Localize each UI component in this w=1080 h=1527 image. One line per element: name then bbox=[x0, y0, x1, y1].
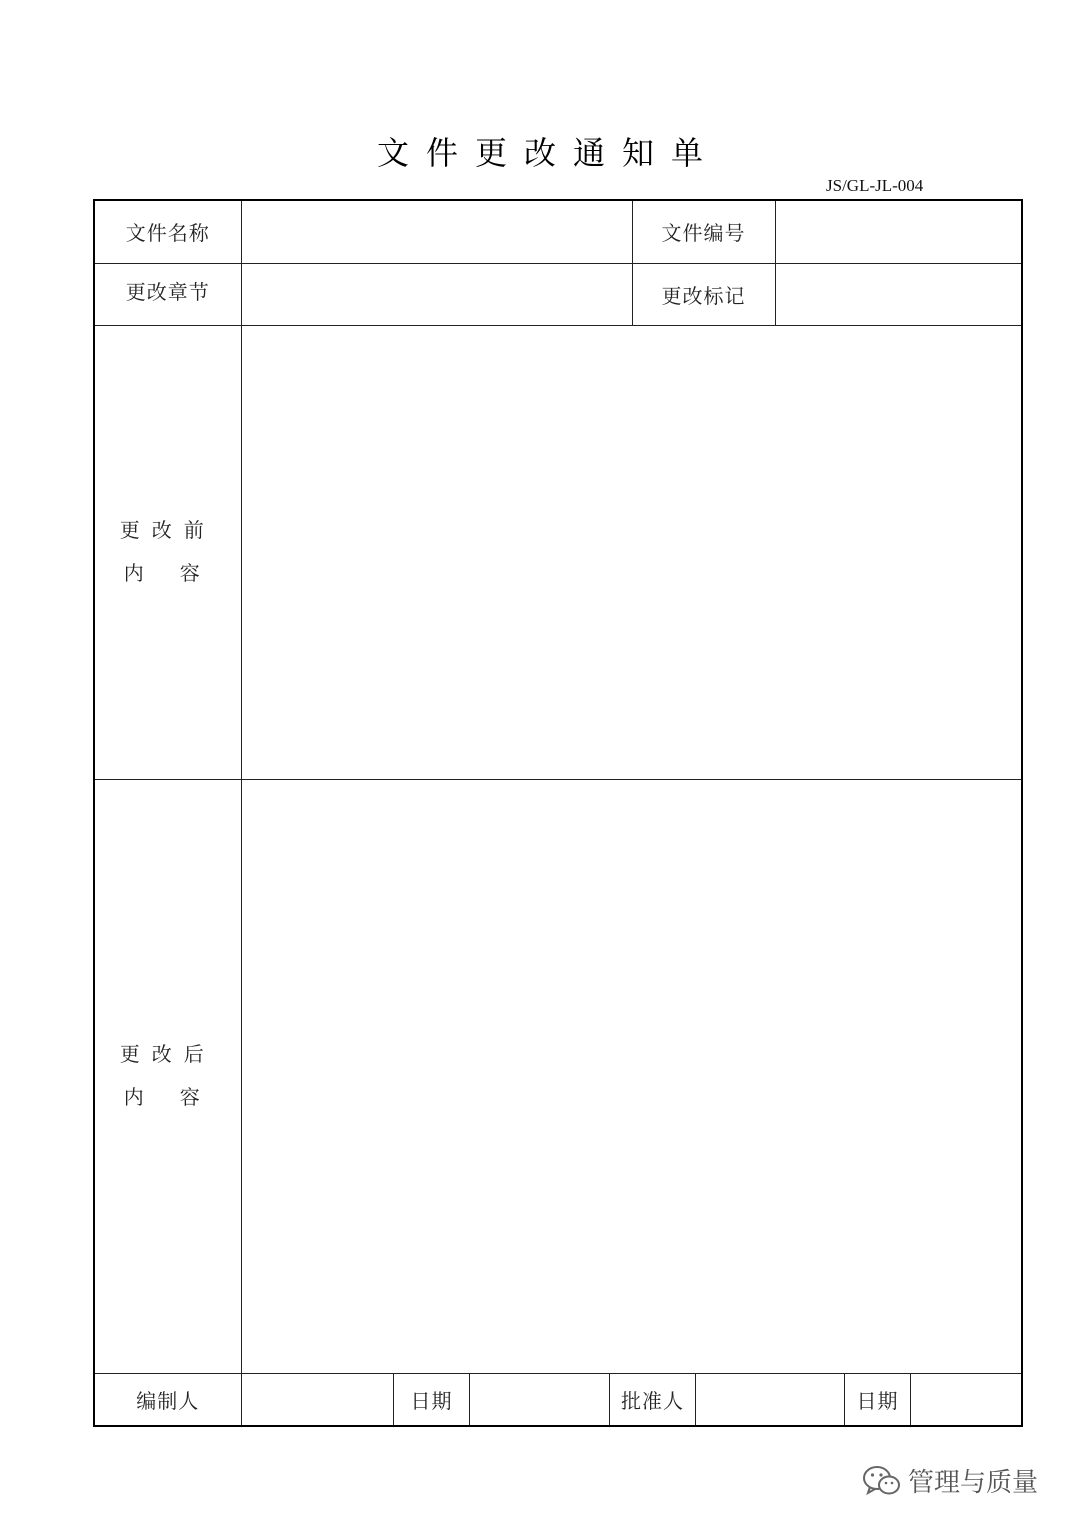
preparer-label: 编制人 bbox=[94, 1373, 241, 1426]
approver-field[interactable] bbox=[696, 1374, 845, 1426]
signature-cells bbox=[241, 1373, 1022, 1426]
date1-field[interactable] bbox=[470, 1374, 610, 1426]
preparer-field[interactable] bbox=[242, 1374, 394, 1426]
wechat-icon bbox=[862, 1464, 902, 1498]
row-section-info bbox=[94, 263, 1022, 325]
row-signatures bbox=[94, 1373, 1022, 1426]
file-name-field[interactable] bbox=[241, 200, 632, 263]
date2-field[interactable] bbox=[911, 1374, 1023, 1426]
before-content-label bbox=[94, 325, 241, 779]
section-field[interactable] bbox=[241, 263, 632, 325]
before-label-line1: 更改前 bbox=[119, 518, 216, 542]
form-title: 文件更改通知单 bbox=[376, 134, 720, 172]
date2-label: 日期 bbox=[845, 1374, 911, 1426]
watermark-text: 管理与质量 bbox=[908, 1468, 1039, 1498]
before-content-field[interactable] bbox=[241, 325, 1022, 779]
file-number-field[interactable] bbox=[775, 200, 1022, 263]
row-before-content bbox=[94, 325, 1022, 779]
date1-label: 日期 bbox=[394, 1374, 470, 1426]
section-label: 更改章节 bbox=[94, 263, 241, 325]
after-content-field[interactable] bbox=[241, 779, 1022, 1373]
file-name-label: 文件名称 bbox=[94, 200, 241, 263]
row-file-info bbox=[94, 200, 1022, 263]
watermark bbox=[862, 1462, 1038, 1499]
file-number-label: 文件编号 bbox=[632, 200, 775, 263]
after-label-line1: 更改后 bbox=[119, 1042, 216, 1066]
after-content-label bbox=[94, 779, 241, 1373]
mark-label: 更改标记 bbox=[632, 263, 775, 325]
mark-field[interactable] bbox=[775, 263, 1022, 325]
change-notice-form bbox=[93, 199, 1023, 1427]
before-label-line2: 内容 bbox=[123, 561, 236, 585]
row-after-content bbox=[94, 779, 1022, 1373]
signature-subtable bbox=[242, 1374, 1023, 1426]
document-code: JS/GL-JL-004 bbox=[826, 176, 924, 195]
approver-label: 批准人 bbox=[610, 1374, 696, 1426]
after-label-line2: 内容 bbox=[123, 1085, 236, 1109]
